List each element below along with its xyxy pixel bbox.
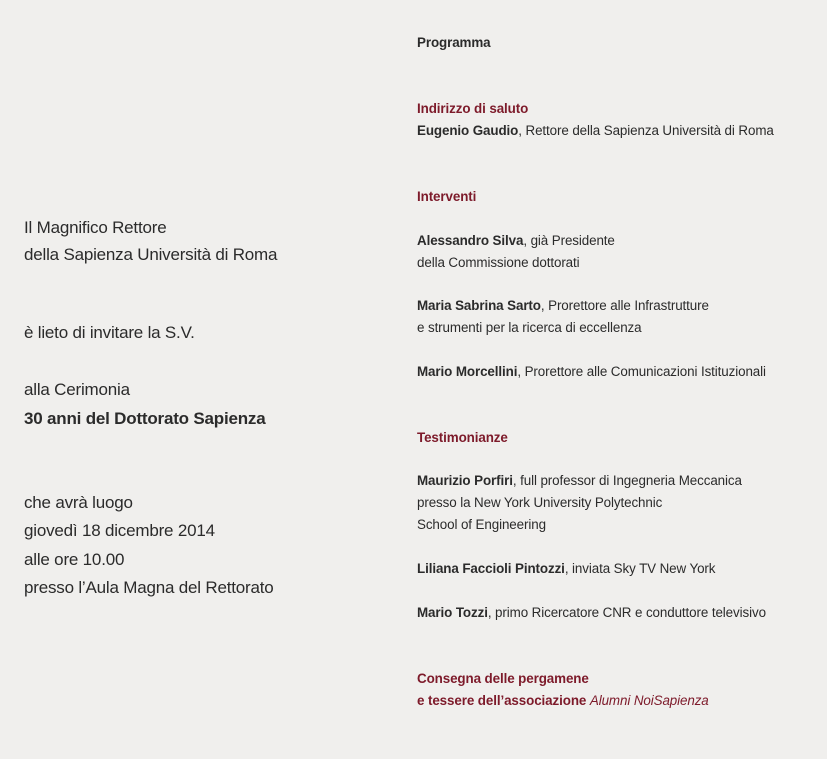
speaker-entry — [417, 473, 742, 488]
speaker-role: , inviata Sky TV New York — [564, 561, 716, 576]
section-heading-interventi: Interventi — [417, 189, 477, 204]
speaker-role-continued: della Commissione dottorati — [417, 255, 580, 270]
speaker-entry — [417, 123, 774, 138]
speaker-role: , Prorettore alle Infrastrutture — [540, 298, 709, 313]
speaker-entry — [417, 233, 615, 248]
speaker-role: , Prorettore alle Comunicazioni Istituzionali — [517, 364, 766, 379]
section-heading-testimonianze: Testimonianze — [417, 430, 508, 445]
speaker-entry — [417, 605, 766, 620]
event-time: alle ore 10.00 — [24, 550, 125, 569]
speaker-entry — [417, 561, 715, 576]
speaker-entry — [417, 364, 766, 379]
speaker-role: , full professor di Ingegneria Meccanica — [512, 473, 742, 488]
speaker-name: Maurizio Porfiri — [417, 473, 513, 488]
consegna-line — [417, 693, 709, 708]
invitation-line-rettore: Il Magnifico Rettore — [24, 218, 167, 237]
alumni-association-name: Alumni NoiSapienza — [589, 693, 709, 708]
speaker-name: Eugenio Gaudio — [417, 123, 519, 138]
speaker-name: Alessandro Silva — [417, 233, 524, 248]
section-heading-saluto: Indirizzo di saluto — [417, 101, 529, 116]
event-venue: presso l’Aula Magna del Rettorato — [24, 578, 274, 597]
speaker-role: , già Presidente — [523, 233, 615, 248]
consegna-text: e tessere dell’associazione — [417, 693, 587, 708]
speaker-role: , Rettore della Sapienza Università di Roma — [518, 123, 774, 138]
event-date: giovedì 18 dicembre 2014 — [24, 521, 215, 540]
event-title: 30 anni del Dottorato Sapienza — [24, 409, 266, 428]
speaker-role-continued: presso la New York University Polytechnic — [417, 495, 663, 510]
speaker-role: , primo Ricercatore CNR e conduttore televisivo — [487, 605, 766, 620]
programme-title: Programma — [417, 35, 491, 50]
speaker-name: Mario Tozzi — [417, 605, 488, 620]
invitation-line-luogo: che avrà luogo — [24, 493, 133, 512]
speaker-entry — [417, 298, 709, 313]
invitation-line-invite: è lieto di invitare la S.V. — [24, 323, 195, 342]
section-heading-consegna: Consegna delle pergamene — [417, 671, 589, 686]
speaker-name: Maria Sabrina Sarto — [417, 298, 541, 313]
speaker-name: Mario Morcellini — [417, 364, 518, 379]
invitation-line-university: della Sapienza Università di Roma — [24, 245, 278, 264]
invitation-line-ceremony: alla Cerimonia — [24, 380, 130, 399]
speaker-role-continued: School of Engineering — [417, 517, 546, 532]
speaker-name: Liliana Faccioli Pintozzi — [417, 561, 565, 576]
speaker-role-continued: e strumenti per la ricerca di eccellenza — [417, 320, 642, 335]
